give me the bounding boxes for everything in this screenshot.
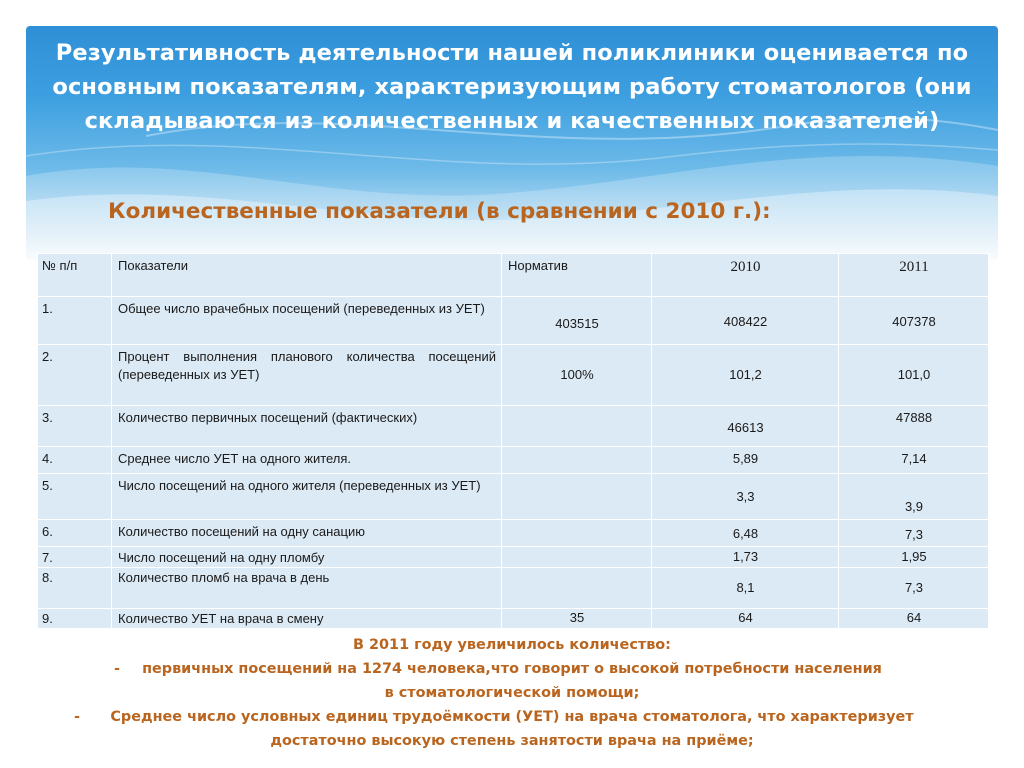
row-value-2010: 408422 xyxy=(652,297,839,345)
row-value-2010: 6,48 xyxy=(652,520,839,547)
row-label: Количество первичных посещений (фактических) xyxy=(112,406,502,447)
row-label: Число посещений на одну пломбу xyxy=(112,547,502,568)
conclusion-notes xyxy=(30,633,994,753)
row-norm xyxy=(502,406,652,447)
header-cell-num: № п/п xyxy=(38,254,112,297)
row-value-2010: 3,3 xyxy=(652,474,839,520)
bullet-dash: - xyxy=(74,709,80,725)
table-row xyxy=(38,520,989,547)
table-row xyxy=(38,447,989,474)
row-norm xyxy=(502,568,652,609)
table-row xyxy=(38,406,989,447)
table-header-row xyxy=(38,254,989,297)
row-label: Количество пломб на врача в день xyxy=(112,568,502,609)
row-value-2011: 407378 xyxy=(839,297,989,345)
row-number: 4. xyxy=(38,447,112,474)
row-value-2010: 46613 xyxy=(652,406,839,447)
row-value-2010: 64 xyxy=(652,609,839,629)
row-value-2011: 3,9 xyxy=(839,474,989,520)
slide-subtitle: Количественные показатели (в сравнении с 2010 г.): xyxy=(108,199,771,224)
row-value-2011: 7,3 xyxy=(839,568,989,609)
row-value-2011: 7,3 xyxy=(839,520,989,547)
row-value-2011: 64 xyxy=(839,609,989,629)
row-norm xyxy=(502,474,652,520)
row-value-2010: 1,73 xyxy=(652,547,839,568)
table-row xyxy=(38,609,989,629)
row-norm xyxy=(502,447,652,474)
table-row xyxy=(38,547,989,568)
row-norm: 35 xyxy=(502,609,652,629)
slide-title: Результативность деятельности нашей поликлиники оценивается по основным показателям, характеризующим работу стоматологов (они складываются из количественных и качественных показателей) xyxy=(52,40,972,134)
header-cell-norm: Норматив xyxy=(502,254,652,297)
row-label: Количество УЕТ на врача в смену xyxy=(112,609,502,629)
row-number: 2. xyxy=(38,345,112,406)
row-number: 5. xyxy=(38,474,112,520)
notes-item-1-line-1: первичных посещений на 1274 человека,что говорит о высокой потребности населения xyxy=(142,661,882,677)
header-cell-2011: 2011 xyxy=(839,254,989,297)
bullet-dash: - xyxy=(114,661,120,677)
header-cell-2010: 2010 xyxy=(652,254,839,297)
row-number: 8. xyxy=(38,568,112,609)
notes-item-2-line-2: достаточно высокую степень занятости врача на приёме; xyxy=(270,733,754,749)
notes-item-2 xyxy=(30,705,994,729)
table-row xyxy=(38,474,989,520)
row-norm: 403515 xyxy=(502,297,652,345)
row-label: Среднее число УЕТ на одного жителя. xyxy=(112,447,502,474)
row-value-2010: 101,2 xyxy=(652,345,839,406)
table-row xyxy=(38,345,989,406)
indicators-table xyxy=(37,253,989,629)
row-value-2010: 8,1 xyxy=(652,568,839,609)
row-label: Общее число врачебных посещений (переведенных из УЕТ) xyxy=(112,297,502,345)
row-value-2011: 101,0 xyxy=(839,345,989,406)
row-norm xyxy=(502,547,652,568)
row-label: Число посещений на одного жителя (переведенных из УЕТ) xyxy=(112,474,502,520)
row-value-2011: 47888 xyxy=(839,406,989,447)
row-value-2011: 7,14 xyxy=(839,447,989,474)
notes-item-2-line-1: Среднее число условных единиц трудоёмкости (УЕТ) на врача стоматолога, что характеризует xyxy=(110,709,914,725)
header-cell-indicator: Показатели xyxy=(112,254,502,297)
table-row xyxy=(38,568,989,609)
row-norm xyxy=(502,520,652,547)
row-value-2011: 1,95 xyxy=(839,547,989,568)
row-number: 1. xyxy=(38,297,112,345)
row-label: Количество посещений на одну санацию xyxy=(112,520,502,547)
row-number: 3. xyxy=(38,406,112,447)
row-label: Процент выполнения планового количества посещений (переведенных из УЕТ) xyxy=(112,345,502,406)
notes-item-1-line-2: в стоматологической помощи; xyxy=(384,685,640,701)
notes-intro: В 2011 году увеличилось количество: xyxy=(353,637,671,653)
row-norm: 100% xyxy=(502,345,652,406)
notes-item-1 xyxy=(30,657,994,681)
row-number: 6. xyxy=(38,520,112,547)
row-number: 9. xyxy=(38,609,112,629)
row-number: 7. xyxy=(38,547,112,568)
table-row xyxy=(38,297,989,345)
row-value-2010: 5,89 xyxy=(652,447,839,474)
